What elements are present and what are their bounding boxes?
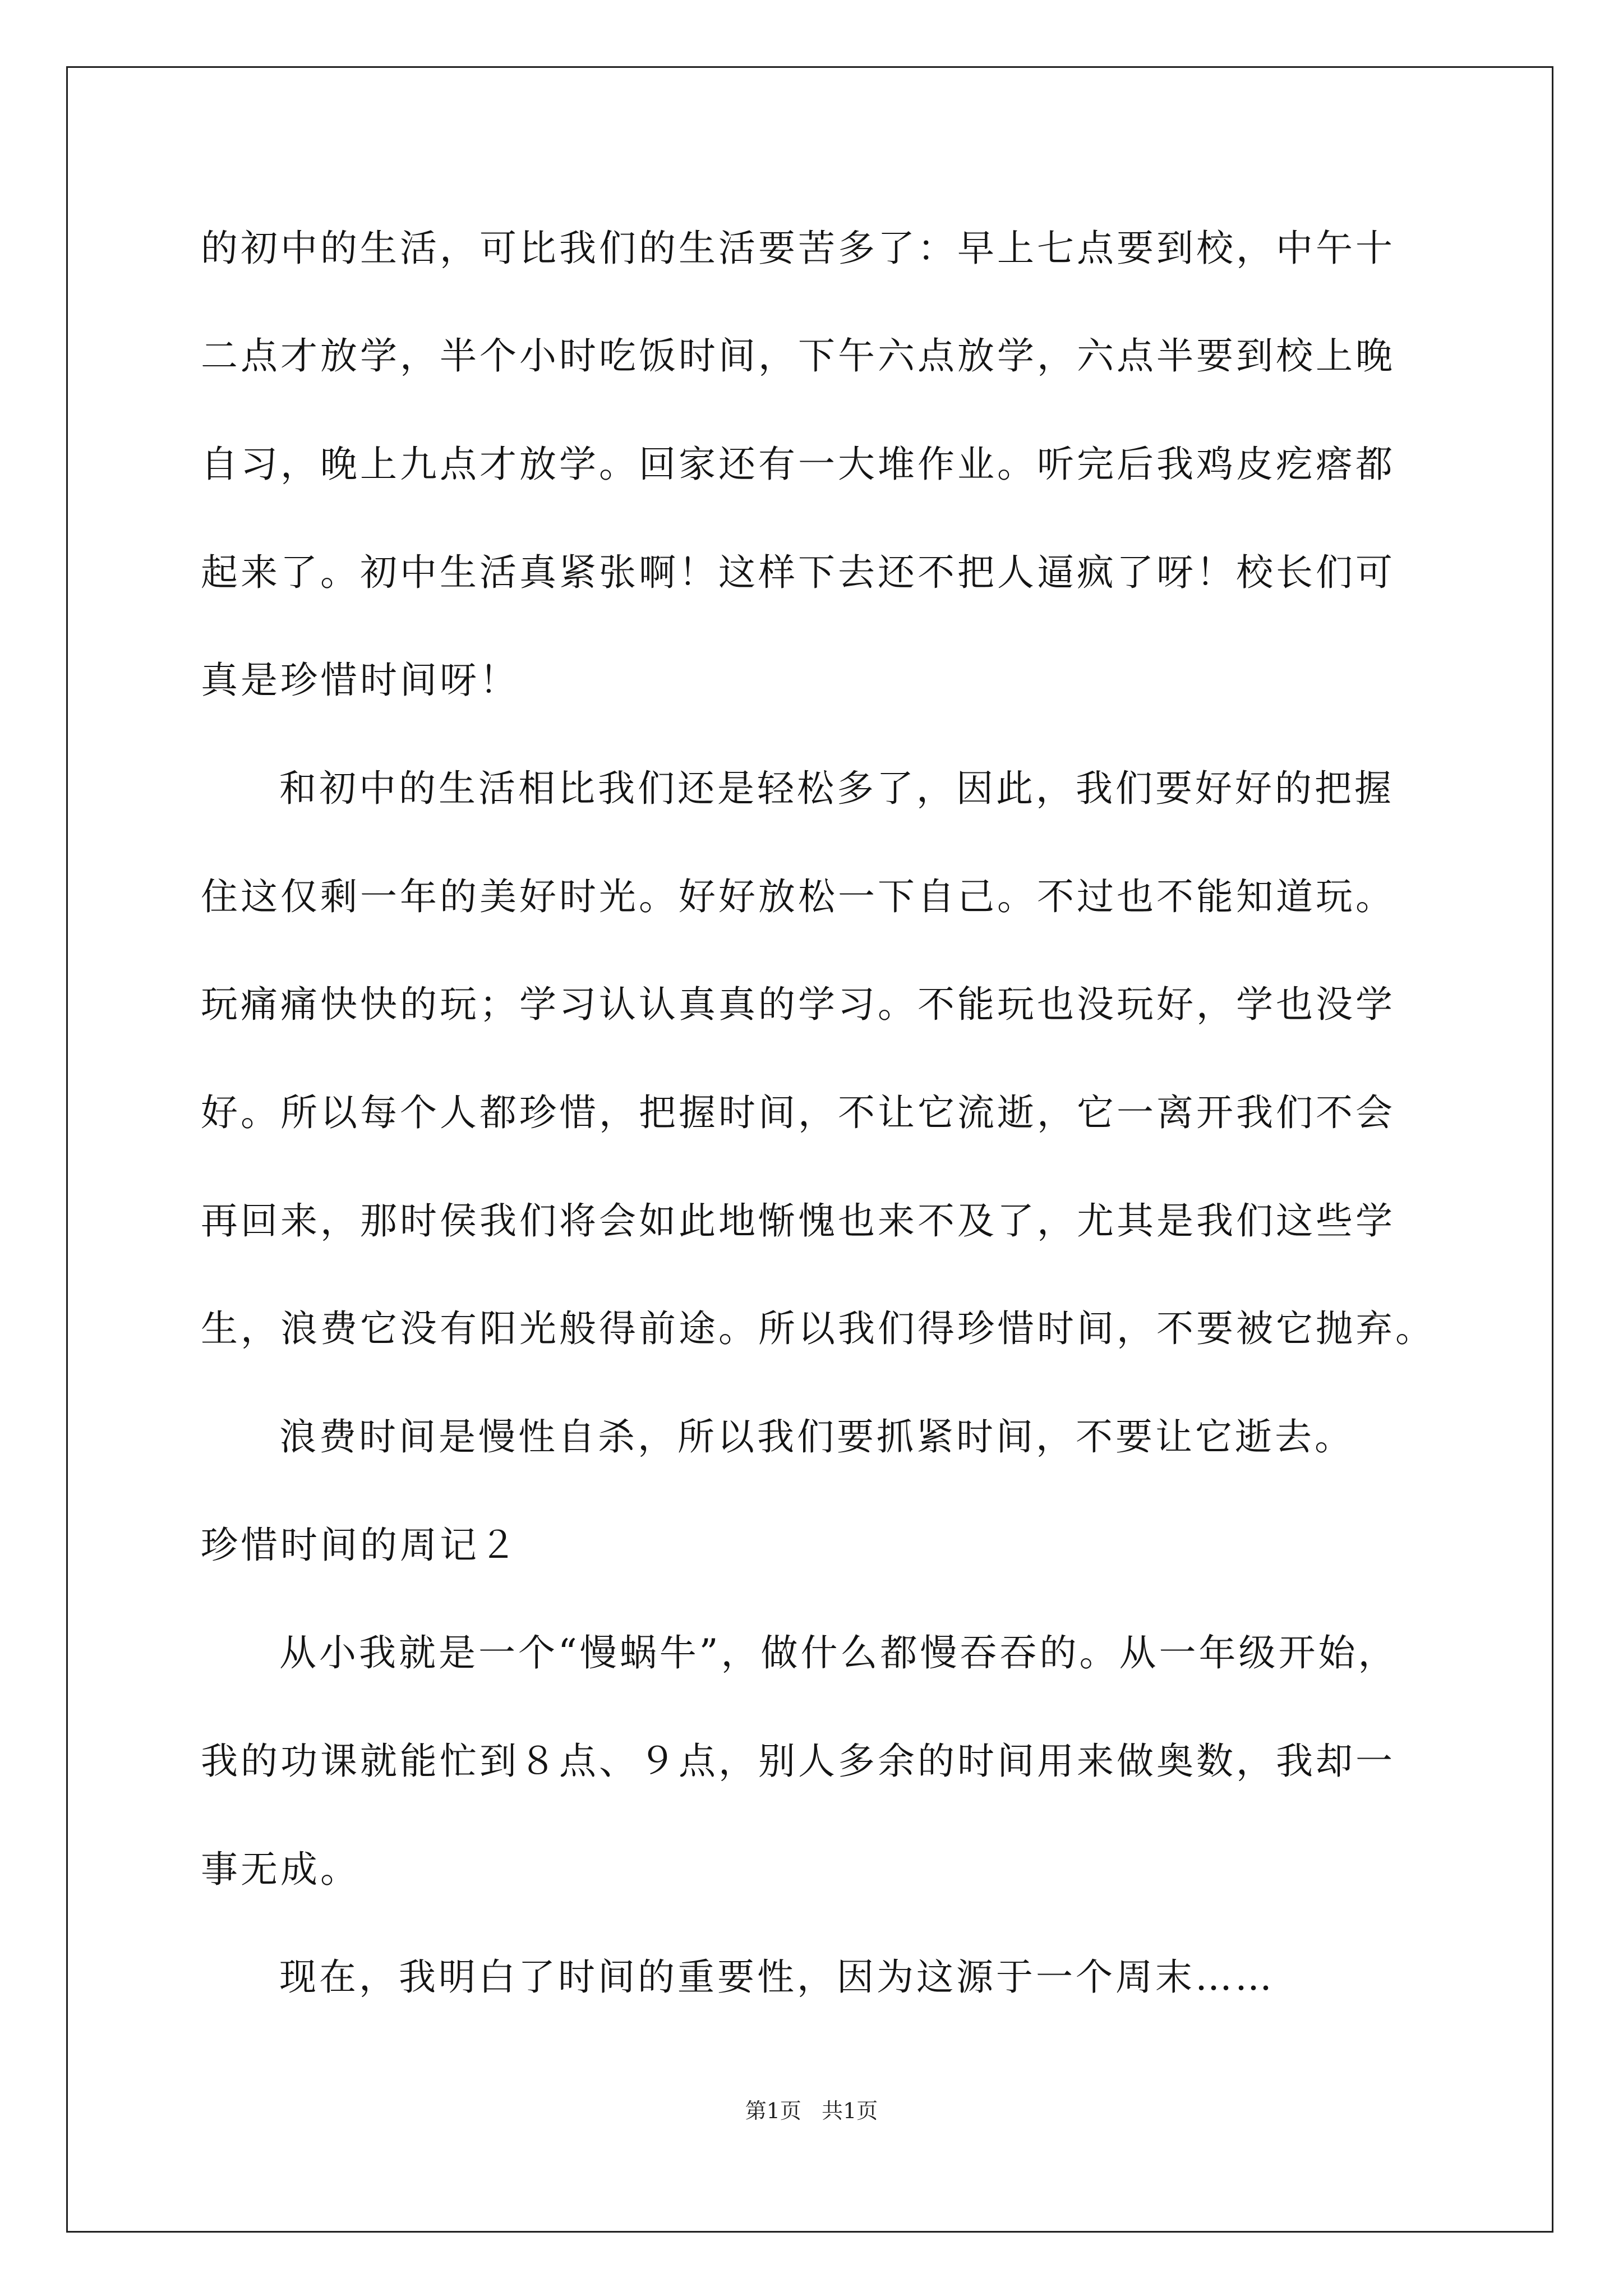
text-line: 二点才放学，半个小时吃饭时间，下午六点放学，六点半要到校上晚 bbox=[201, 334, 1395, 378]
text-line: 自习，晚上九点才放学。回家还有一大堆作业。听完后我鸡皮疙瘩都 bbox=[201, 443, 1395, 486]
text-line: 生，浪费它没有阳光般得前途。所以我们得珍惜时间，不要被它抛弃。 bbox=[201, 1307, 1435, 1350]
text-line: 起来了。初中生活真紧张啊！这样下去还不把人逼疯了呀！校长们可 bbox=[201, 551, 1395, 594]
paragraph-start-line: 和初中的生活相比我们还是轻松多了，因此，我们要好好的把握 bbox=[279, 767, 1394, 810]
page-border bbox=[66, 66, 1553, 2233]
paragraph-start-line: 浪费时间是慢性自杀，所以我们要抓紧时间，不要让它逝去。 bbox=[279, 1415, 1354, 1458]
section-heading: 珍惜时间的周记２ bbox=[201, 1524, 519, 1567]
page-footer: 第1页 共1页 bbox=[745, 2099, 878, 2123]
paragraph-start-line: 现在，我明白了时间的重要性，因为这源于一个周末…… bbox=[279, 1955, 1275, 1999]
text-line: 玩痛痛快快的玩；学习认认真真的学习。不能玩也没玩好，学也没学 bbox=[201, 983, 1395, 1026]
text-line: 住这仅剩一年的美好时光。好好放松一下自己。不过也不能知道玩。 bbox=[201, 875, 1395, 918]
text-line: 再回来，那时侯我们将会如此地惭愧也来不及了，尤其是我们这些学 bbox=[201, 1199, 1395, 1243]
text-line: 事无成。 bbox=[201, 1848, 360, 1891]
text-line: 的初中的生活，可比我们的生活要苦多了：早上七点要到校，中午十 bbox=[201, 227, 1395, 270]
text-line: 好。所以每个人都珍惜，把握时间，不让它流逝，它一离开我们不会 bbox=[201, 1091, 1395, 1134]
paragraph-start-line: 从小我就是一个“慢蜗牛”，做什么都慢吞吞的。从一年级开始， bbox=[279, 1631, 1398, 1674]
text-line: 我的功课就能忙到８点、９点，别人多余的时间用来做奥数，我却一 bbox=[201, 1740, 1395, 1783]
text-line: 真是珍惜时间呀！ bbox=[201, 659, 519, 702]
